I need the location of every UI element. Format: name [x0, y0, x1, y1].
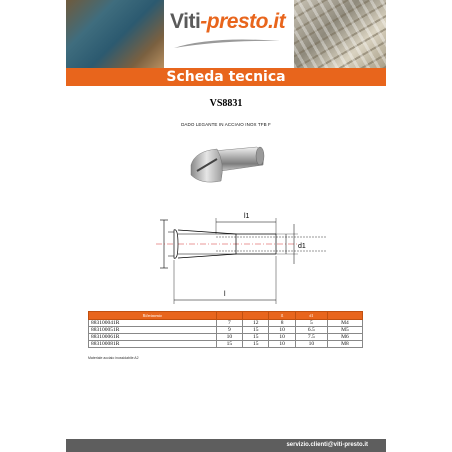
- cell-code: 883100041R: [89, 320, 217, 327]
- cell: 5: [295, 320, 327, 327]
- cell: M5: [327, 327, 362, 334]
- logo[interactable]: [164, 0, 294, 68]
- cell: M8: [327, 341, 362, 348]
- cell-code: 883100081R: [89, 341, 217, 348]
- dimension-l-label: l: [224, 291, 226, 298]
- cell: 12: [243, 320, 269, 327]
- product-description: DADO LEGANTE IN ACCIAIO INOX TFB F: [181, 122, 271, 127]
- cell: 7.5: [295, 334, 327, 341]
- cell: 15: [216, 341, 242, 348]
- dimension-l1-label: l1: [244, 213, 250, 220]
- cell: 10: [269, 341, 295, 348]
- workshop-photo: [66, 0, 164, 68]
- logo-brand-name: Viti: [170, 10, 201, 33]
- cell: 8: [269, 320, 295, 327]
- cell-code: 883100051R: [89, 327, 217, 334]
- column-header: d1: [295, 312, 327, 320]
- column-header: [327, 312, 362, 320]
- footer-bar: [66, 439, 386, 452]
- table-row: [89, 327, 363, 334]
- cell-code: 883100061R: [89, 334, 217, 341]
- logo-domain: -presto.it: [200, 10, 286, 33]
- cell: 10: [216, 334, 242, 341]
- table-header-row: [89, 312, 363, 320]
- column-header: [216, 312, 242, 320]
- cell: 15: [243, 341, 269, 348]
- header-banner: [66, 0, 386, 68]
- logo-swoosh-icon: [172, 38, 282, 50]
- cell: M4: [327, 320, 362, 327]
- column-header: Riferimento: [89, 312, 217, 320]
- table-row: [89, 341, 363, 348]
- cell: 10: [269, 327, 295, 334]
- material-note: Materiale acciaio inossidabile A2: [88, 356, 139, 360]
- logo-text: [170, 10, 285, 34]
- product-photo: [183, 141, 269, 199]
- table-row: [89, 334, 363, 341]
- cell: 7: [216, 320, 242, 327]
- technical-drawing: [126, 208, 326, 308]
- table-row: [89, 320, 363, 327]
- cell: 10: [269, 334, 295, 341]
- specs-table: [88, 311, 363, 348]
- dimension-d1-label: d1: [298, 243, 306, 250]
- cell: 15: [243, 327, 269, 334]
- column-header: l1: [269, 312, 295, 320]
- cell: 9: [216, 327, 242, 334]
- cell: 15: [243, 334, 269, 341]
- cell: 6.5: [295, 327, 327, 334]
- column-header: [243, 312, 269, 320]
- technical-sheet: [66, 0, 386, 452]
- product-code: VS8831: [209, 98, 243, 109]
- cell: 10: [295, 341, 327, 348]
- cell: M6: [327, 334, 362, 341]
- screws-photo: [294, 0, 386, 68]
- contact-email-link[interactable]: servizio.clienti@viti-presto.it: [286, 442, 368, 448]
- section-title: Scheda tecnica: [66, 68, 386, 86]
